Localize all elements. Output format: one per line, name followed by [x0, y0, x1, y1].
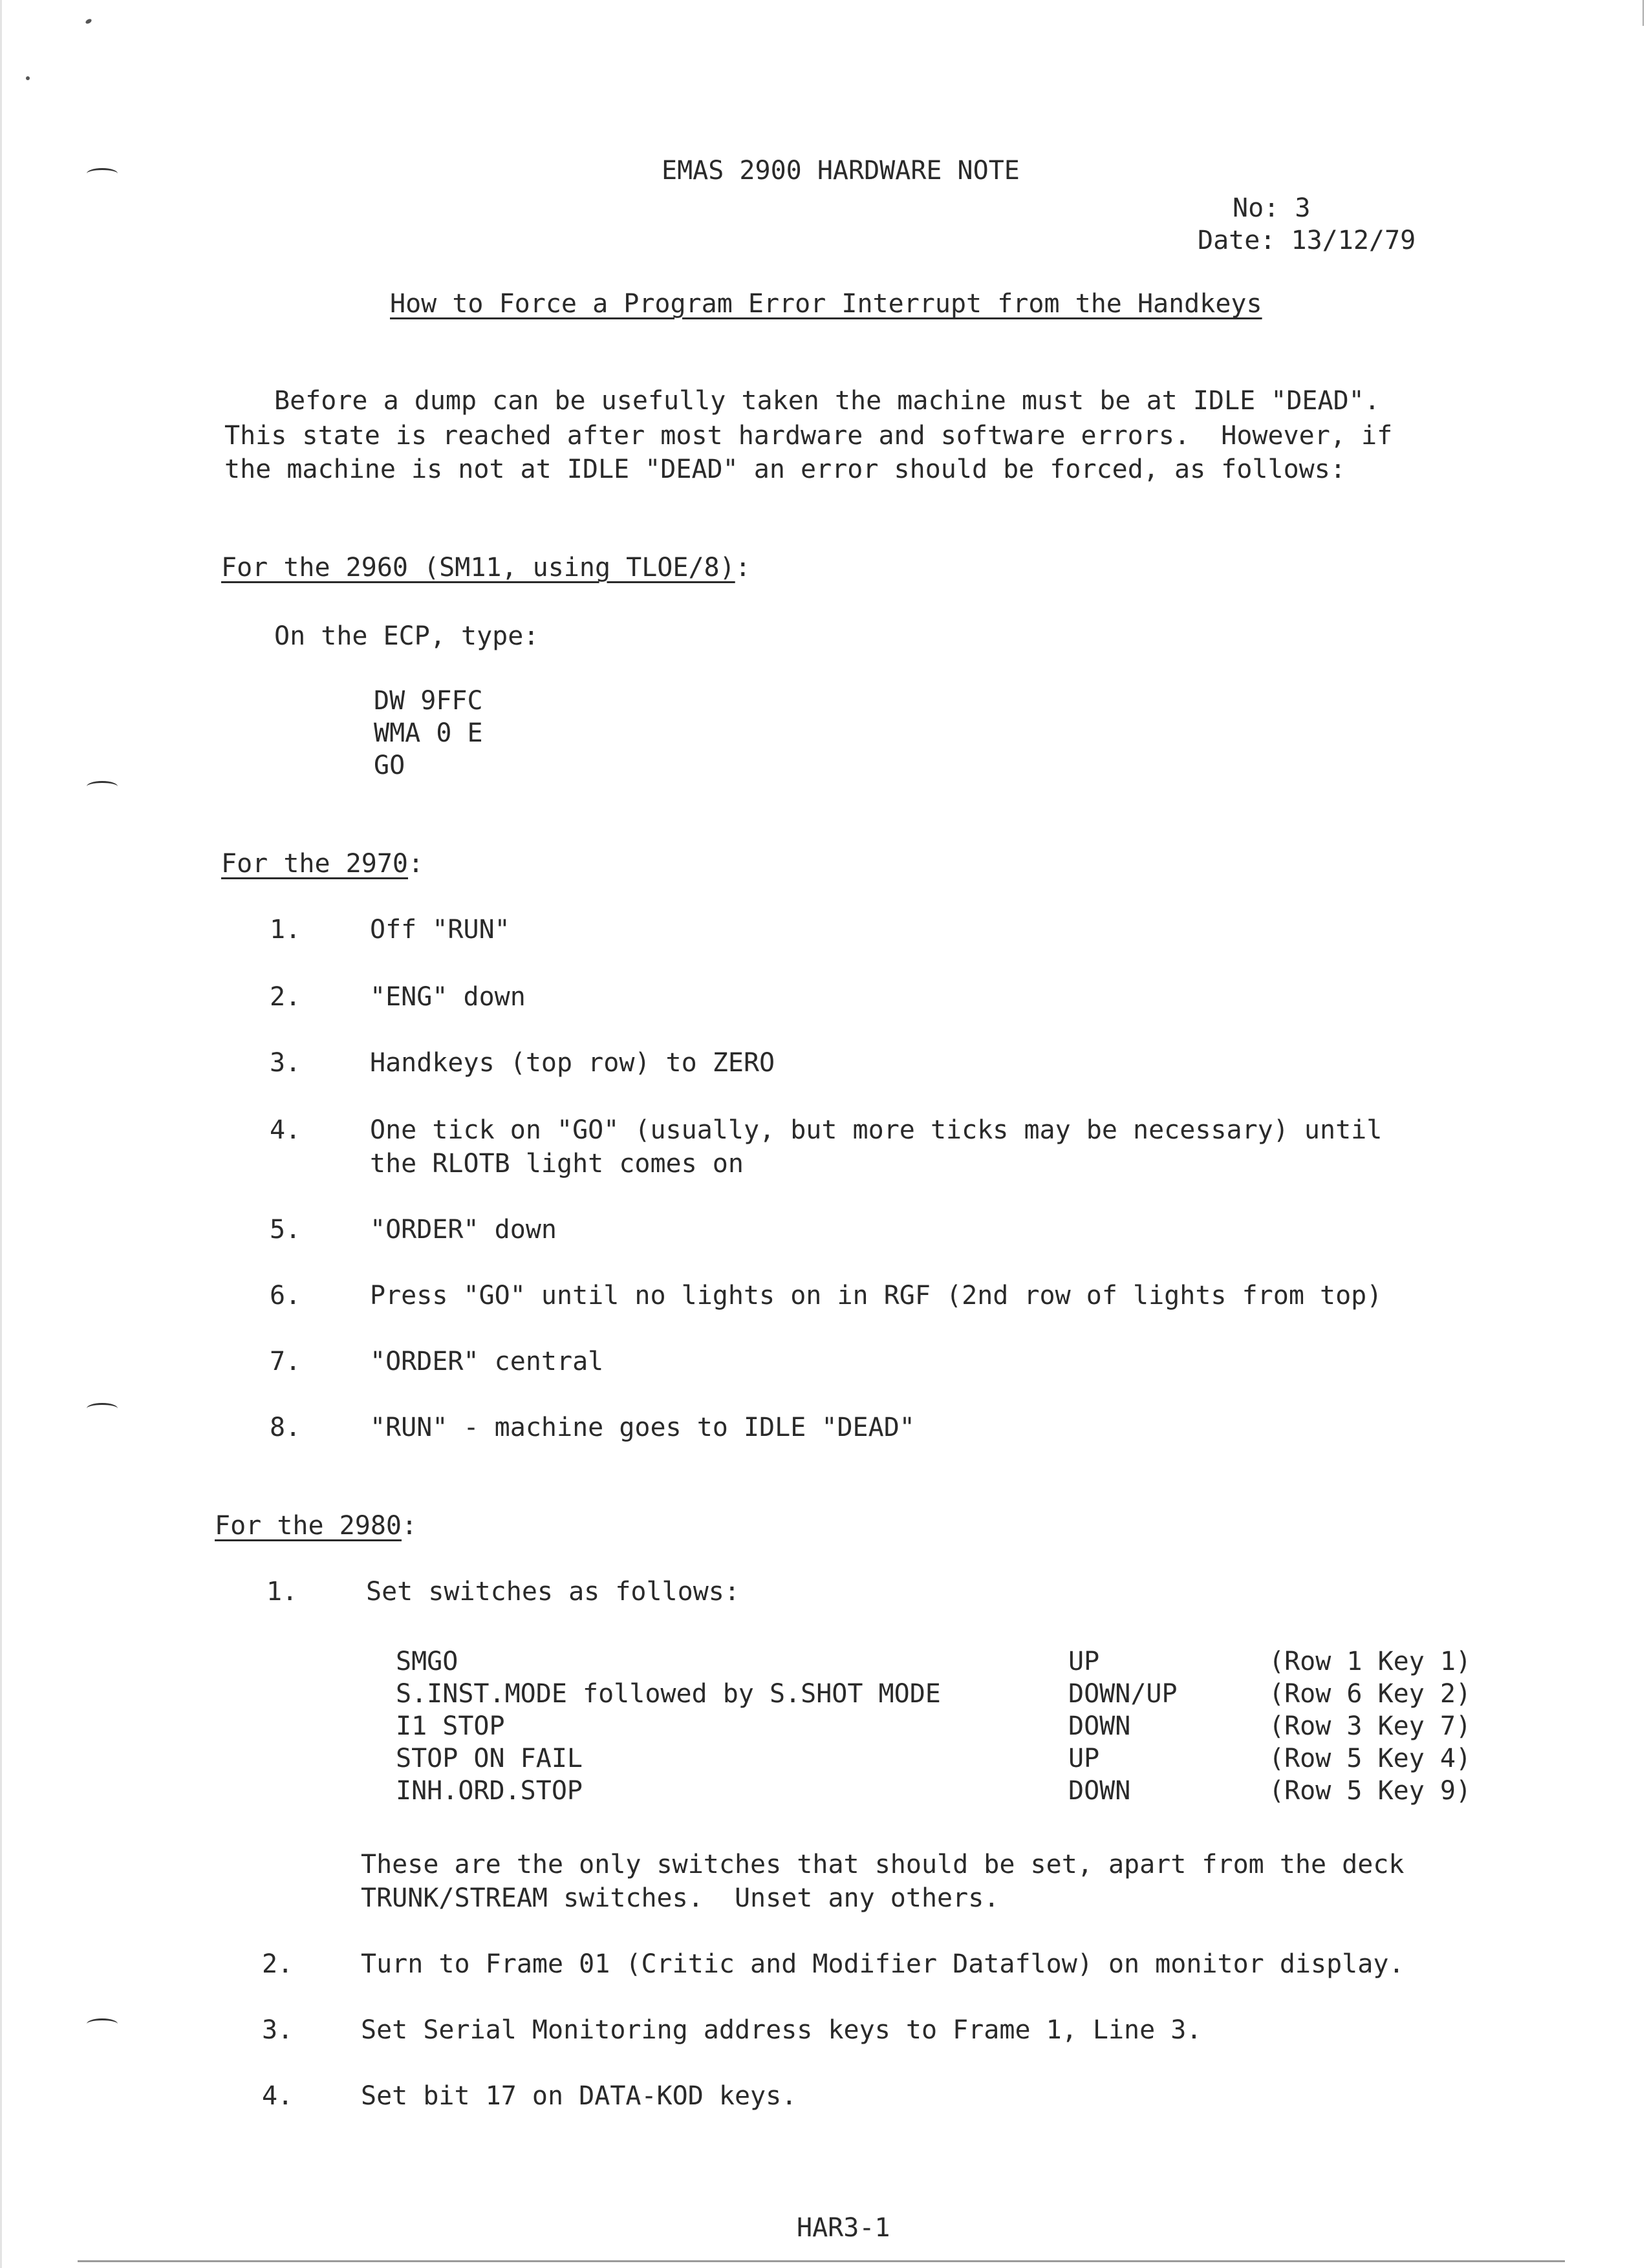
step-text: Handkeys (top row) to ZERO: [370, 1048, 775, 1078]
page-footer: HAR3-1: [797, 2213, 890, 2243]
step-text: Off "RUN": [370, 915, 510, 945]
switch-setting: DOWN: [1068, 1711, 1131, 1741]
intro-line: Before a dump can be usefully taken the machine must be at IDLE "DEAD".: [274, 386, 1380, 416]
ecp-instruction: On the ECP, type:: [274, 621, 539, 651]
hole-punch-mark: [87, 2018, 118, 2029]
heading-colon: :: [735, 553, 751, 583]
switch-note: These are the only switches that should be set, apart from the deck: [361, 1850, 1405, 1879]
section-heading-text: For the 2970: [221, 849, 408, 879]
switch-setting: DOWN: [1068, 1776, 1131, 1806]
switch-name: S.INST.MODE followed by S.SHOT MODE: [396, 1679, 941, 1709]
step-number: 6.: [270, 1281, 301, 1311]
step-number: 3.: [262, 2015, 294, 2045]
switch-location: (Row 5 Key 9): [1269, 1776, 1472, 1806]
section-heading-text: For the 2980: [215, 1511, 402, 1541]
note-number: No: 3: [1233, 193, 1311, 223]
step-text: Set switches as follows:: [366, 1577, 740, 1607]
section-heading-2960: [221, 551, 751, 584]
step-number: 4.: [270, 1115, 301, 1145]
intro-line: the machine is not at IDLE "DEAD" an error should be forced, as follows:: [224, 455, 1346, 484]
switch-location: (Row 1 Key 1): [1269, 1647, 1472, 1676]
hole-punch-mark: [87, 781, 118, 792]
heading-colon: :: [401, 1511, 418, 1541]
ecp-command: DW 9FFC: [374, 686, 483, 716]
switch-setting: DOWN/UP: [1068, 1679, 1178, 1709]
step-number: 1.: [266, 1577, 298, 1607]
document-title: EMAS 2900 HARDWARE NOTE: [662, 156, 1020, 186]
step-number: 2.: [262, 1949, 294, 1979]
scan-right-edge: [1643, 0, 1644, 26]
step-number: 5.: [270, 1215, 301, 1245]
heading-colon: :: [407, 849, 424, 879]
step-text: "ORDER" central: [370, 1347, 604, 1376]
step-number: 8.: [270, 1413, 301, 1442]
hole-punch-mark: [87, 1403, 118, 1414]
hole-punch-mark: [87, 168, 118, 179]
step-number: 1.: [270, 915, 301, 945]
switch-location: (Row 3 Key 7): [1269, 1711, 1472, 1741]
step-text: Turn to Frame 01 (Critic and Modifier Dataflow) on monitor display.: [361, 1949, 1405, 1979]
note-date: Date: 13/12/79: [1198, 226, 1416, 255]
scan-left-edge: [0, 0, 2, 2268]
section-heading-2970: [221, 847, 424, 881]
step-text: One tick on "GO" (usually, but more ticks may be necessary) until: [370, 1115, 1383, 1145]
step-text: Press "GO" until no lights on in RGF (2nd row of lights from top): [370, 1281, 1383, 1311]
switch-setting: UP: [1068, 1744, 1100, 1773]
step-text: the RLOTB light comes on: [370, 1149, 744, 1179]
switch-note: TRUNK/STREAM switches. Unset any others.: [361, 1883, 1000, 1913]
step-number: 2.: [270, 982, 301, 1012]
step-text: "ENG" down: [370, 982, 526, 1012]
scan-speck: [26, 76, 30, 80]
switch-name: STOP ON FAIL: [396, 1744, 583, 1773]
section-heading-text: For the 2960 (SM11, using TLOE/8): [221, 553, 735, 583]
switch-setting: UP: [1068, 1647, 1100, 1676]
intro-line: This state is reached after most hardware and software errors. However, if: [224, 421, 1393, 451]
step-number: 3.: [270, 1048, 301, 1078]
step-number: 7.: [270, 1347, 301, 1376]
switch-name: SMGO: [396, 1647, 458, 1676]
step-text: "ORDER" down: [370, 1215, 557, 1245]
step-text: Set Serial Monitoring address keys to Frame 1, Line 3.: [361, 2015, 1202, 2045]
switch-location: (Row 6 Key 2): [1269, 1679, 1472, 1709]
scan-speck: [85, 18, 92, 25]
ecp-command: GO: [374, 751, 405, 780]
ecp-command: WMA 0 E: [374, 718, 483, 748]
step-text: Set bit 17 on DATA-KOD keys.: [361, 2081, 797, 2111]
section-heading-2980: [215, 1509, 417, 1543]
subject-heading: How to Force a Program Error Interrupt from the Handkeys: [390, 289, 1262, 319]
step-number: 4.: [262, 2081, 294, 2111]
switch-name: I1 STOP: [396, 1711, 505, 1741]
scan-bottom-edge: [78, 2260, 1565, 2262]
switch-location: (Row 5 Key 4): [1269, 1744, 1472, 1773]
switch-name: INH.ORD.STOP: [396, 1776, 583, 1806]
step-text: "RUN" - machine goes to IDLE "DEAD": [370, 1413, 915, 1442]
